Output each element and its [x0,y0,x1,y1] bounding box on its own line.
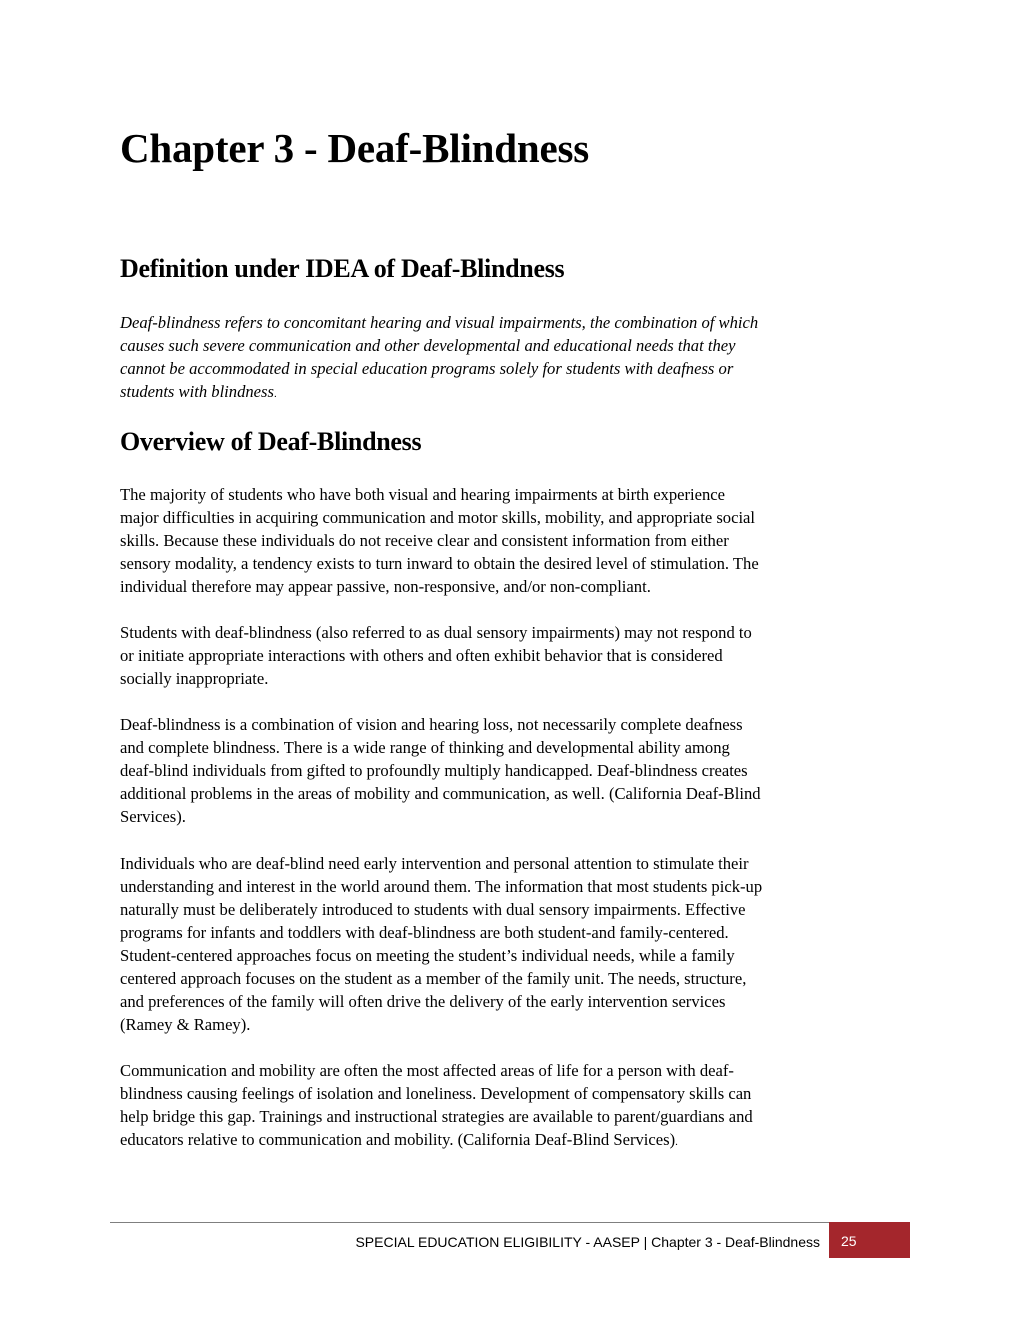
paragraph-line: sensory modality, a tendency exists to turn inward to obtain the desired level of stimulation. The [120,554,759,573]
overview-paragraph-2 [120,621,910,690]
section-heading-definition: Definition under IDEA of Deaf-Blindness [120,254,565,283]
paragraph-line: understanding and interest in the world around them. The information that most students pick-up [120,877,763,896]
paragraph-line: (Ramey & Ramey). [120,1015,251,1034]
paragraph-line: Communication and mobility are often the most affected areas of life for a person with deaf- [120,1061,734,1080]
overview-paragraph-5 [120,1059,910,1154]
overview-paragraph-4 [120,852,910,1036]
paragraph-line: blindness causing feelings of isolation and loneliness. Development of compensatory skills can [120,1084,752,1103]
line-text: educators relative to communication and mobility. (California Deaf-Blind Services) [120,1130,676,1149]
paragraph-line: and preferences of the family will often drive the delivery of the early intervention services [120,992,726,1011]
overview-paragraph-3 [120,713,910,828]
line-text: students with blindness [120,382,274,401]
section-heading-overview: Overview of Deaf-Blindness [120,427,422,456]
paragraph-line: causes such severe communication and other developmental and educational needs that they [120,336,736,355]
paragraph-line: naturally must be deliberately introduced to students with dual sensory impairments. Effective [120,900,746,919]
paragraph-line: skills. Because these individuals do not receive clear and consistent information from either [120,531,729,550]
paragraph-line: The majority of students who have both visual and hearing impairments at birth experience [120,485,726,504]
paragraph-line: Deaf-blindness refers to concomitant hearing and visual impairments, the combination of which [120,313,759,332]
paragraph-line: and complete blindness. There is a wide range of thinking and developmental ability among [120,738,730,757]
paragraph-line: individual therefore may appear passive, non-responsive, and/or non-compliant. [120,577,651,596]
page-number: 25 [841,1233,857,1249]
paragraph-line: cannot be accommodated in special education programs solely for students with deafness or [120,359,734,378]
definition-paragraph [120,311,910,406]
page-number-badge [829,1222,910,1258]
paragraph-line: Deaf-blindness is a combination of vision and hearing loss, not necessarily complete deafness [120,715,743,734]
overview-paragraph-1 [120,483,910,598]
paragraph-line: Students with deaf-blindness (also referred to as dual sensory impairments) may not respond to [120,623,752,642]
footer-divider [110,1222,910,1223]
paragraph-line: or initiate appropriate interactions with others and often exhibit behavior that is considered [120,646,723,665]
paragraph-line: help bridge this gap. Trainings and instructional strategies are available to parent/guardians and [120,1107,753,1126]
paragraph-line: major difficulties in acquiring communication and motor skills, mobility, and appropriate social [120,508,756,527]
chapter-title: Chapter 3 - Deaf-Blindness [120,125,589,171]
paragraph-line: Student-centered approaches focus on meeting the student’s individual needs, while a family [120,946,735,965]
end-period: . [675,1136,678,1148]
paragraph-line: socially inappropriate. [120,669,269,688]
paragraph-line: additional problems in the areas of mobility and communication, as well. (California Deaf-Blind [120,784,761,803]
paragraph-line: programs for infants and toddlers with deaf-blindness are both student-and family-centered. [120,923,729,942]
paragraph-line: Individuals who are deaf-blind need early intervention and personal attention to stimulate their [120,854,749,873]
paragraph-line: centered approach focuses on the student as a member of the family unit. The needs, structure, [120,969,747,988]
footer-running-title: SPECIAL EDUCATION ELIGIBILITY - AASEP | Chapter 3 - Deaf-Blindness [355,1234,820,1250]
paragraph-line [120,380,910,406]
paragraph-line: deaf-blind individuals from gifted to profoundly multiply handicapped. Deaf-blindness creates [120,761,748,780]
paragraph-line: Services). [120,807,186,826]
paragraph-line [120,1128,910,1154]
end-period: . [273,388,277,400]
